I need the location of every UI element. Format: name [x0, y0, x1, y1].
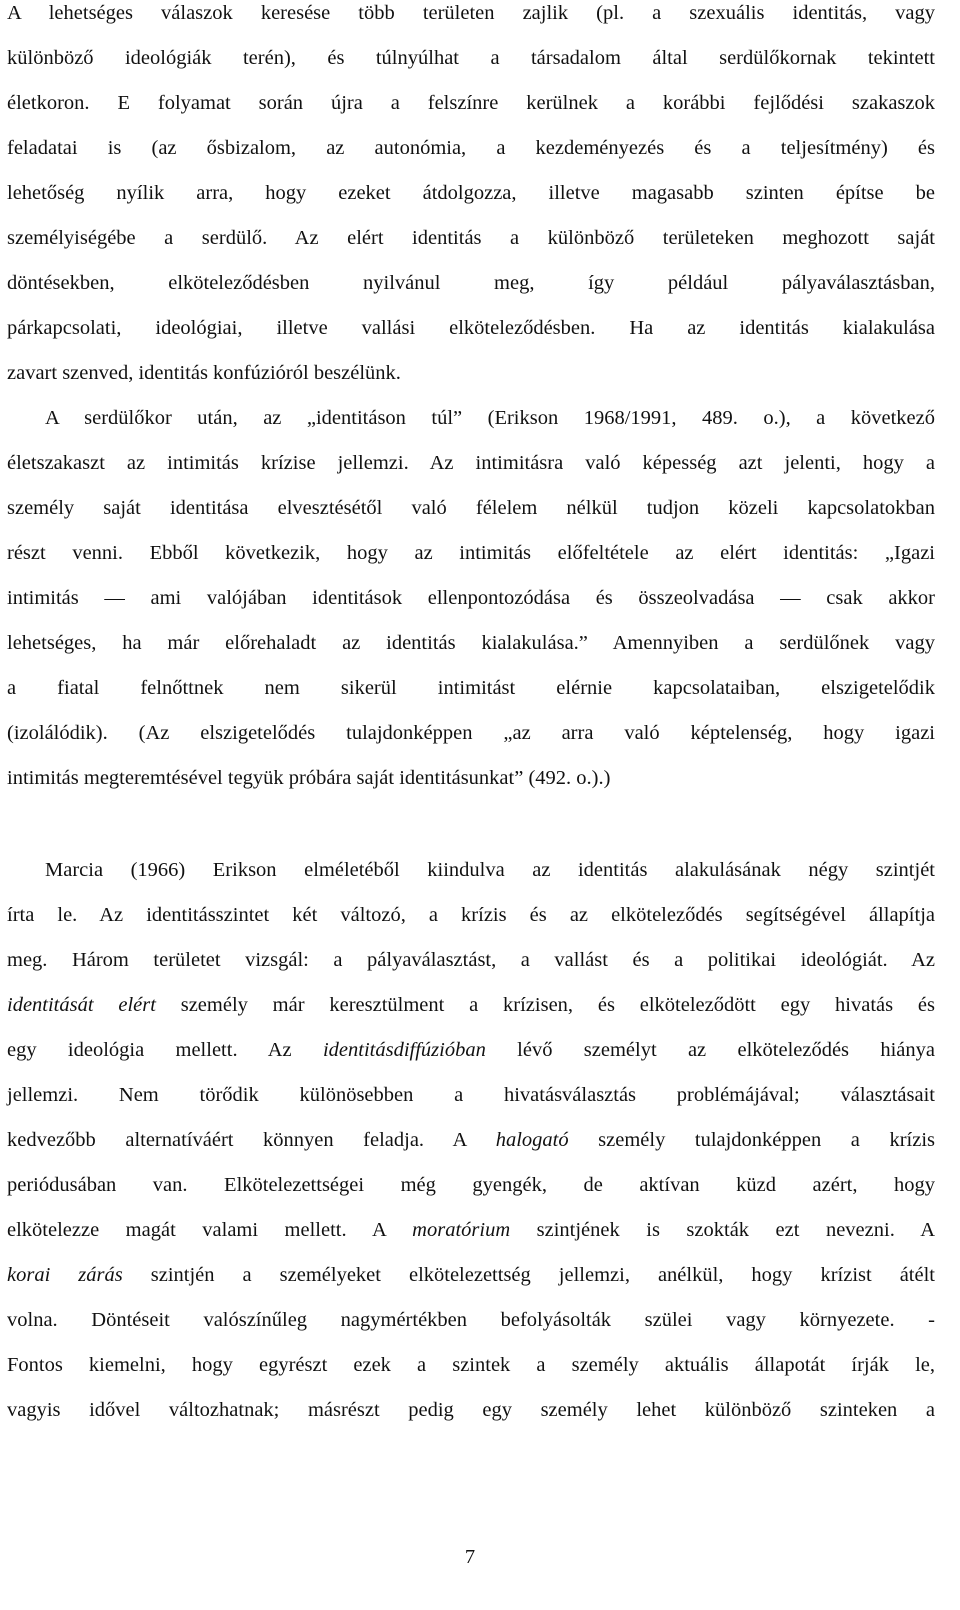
text-span: szintjén a személyeket elkötelezettség jellemzi, anélkül, hogy krízist átélt	[122, 1264, 935, 1286]
text-line: személy saját identitása elvesztésétől való félelem nélkül tudjon közeli kapcsolatokban	[7, 497, 935, 519]
text-line: (izolálódik). (Az elszigetelődés tulajdonképpen „az arra való képtelenség, hogy igazi	[7, 722, 935, 744]
text-line: döntésekben, elköteleződésben nyilvánul meg, így például pályaválasztásban,	[7, 272, 935, 294]
text-line	[7, 1216, 935, 1244]
page-number: 7	[464, 1546, 476, 1568]
italic-term: halogató	[495, 1129, 569, 1151]
text-span: szintjének is szokták ezt nevezni. A	[510, 1219, 935, 1241]
text-line: életkoron. E folyamat során újra a felszínre kerülnek a korábbi fejlődési szakaszok	[7, 92, 935, 114]
text-line	[7, 1036, 935, 1064]
text-span: kedvezőbb alternatíváért könnyen feladja. A	[7, 1129, 496, 1151]
text-line: a fiatal felnőttnek nem sikerül intimitást elérnie kapcsolataiban, elszigetelődik	[7, 677, 935, 699]
text-line: jellemzi. Nem törődik különösebben a hivatásválasztás problémájával; választásait	[7, 1084, 935, 1106]
text-line: volna. Döntéseit valószínűleg nagymértékben befolyásolták szülei vagy környezete. -	[7, 1309, 935, 1331]
text-line	[7, 991, 935, 1019]
text-line: lehetséges, ha már előrehaladt az identitás kialakulása.” Amennyiben a serdülőnek vagy	[7, 632, 935, 654]
italic-term: identitásdiffúzióban	[322, 1039, 486, 1061]
text-line: részt venni. Ebből következik, hogy az intimitás előfeltétele az elért identitás: „Igazi	[7, 542, 935, 564]
text-line	[7, 1261, 935, 1289]
text-span: személy tulajdonképpen a krízis	[568, 1129, 935, 1151]
text-line: zavart szenved, identitás konfúzióról beszélünk.	[7, 362, 401, 384]
italic-term: moratórium	[412, 1219, 511, 1241]
text-line: életszakaszt az intimitás krízise jellemzi. Az intimitásra való képesség azt jelenti, hogy a	[7, 452, 935, 474]
text-line: személyiségébe a serdülő. Az elért identitás a különböző területeken meghozott saját	[7, 227, 935, 249]
text-line: intimitás megteremtésével tegyük próbára saját identitásunkat” (492. o.).)	[7, 767, 611, 789]
text-line: párkapcsolati, ideológiai, illetve vallási elköteleződésben. Ha az identitás kialakulása	[7, 317, 935, 339]
text-line: Fontos kiemelni, hogy egyrészt ezek a szintek a személy aktuális állapotát írják le,	[7, 1354, 935, 1376]
text-line: intimitás ― ami valójában identitások ellenpontozódása és összeolvadása ― csak akkor	[7, 587, 935, 609]
text-line: lehetőség nyílik arra, hogy ezeket átdolgozza, illetve magasabb szinten építse be	[7, 182, 935, 204]
text-span: személy már keresztülment a krízisen, és elköteleződött egy hivatás és	[155, 994, 935, 1016]
text-line: írta le. Az identitásszintet két változó, a krízis és az elköteleződés segítségével állapítja	[7, 904, 935, 926]
text-line: különböző ideológiák terén), és túlnyúlhat a társadalom által serdülőkornak tekintett	[7, 47, 935, 69]
italic-term: identitását elért	[7, 994, 156, 1016]
text-line: vagyis idővel változhatnak; másrészt pedig egy személy lehet különböző szinteken a	[7, 1399, 935, 1421]
text-line: meg. Három területet vizsgál: a pályaválasztást, a vallást és a politikai ideológiát. Az	[7, 949, 935, 971]
text-span: elkötelezze magát valami mellett. A	[7, 1219, 413, 1241]
text-line	[7, 1126, 935, 1154]
text-line: periódusában van. Elkötelezettségei még gyengék, de aktívan küzd azért, hogy	[7, 1174, 935, 1196]
italic-term: korai zárás	[7, 1264, 123, 1286]
text-line: feladatai is (az ősbizalom, az autonómia, a kezdeményezés és a teljesítmény) és	[7, 137, 935, 159]
text-span: lévő személyt az elköteleződés hiánya	[485, 1039, 935, 1061]
text-line: A lehetséges válaszok keresése több területen zajlik (pl. a szexuális identitás, vagy	[7, 2, 935, 24]
text-line: Marcia (1966) Erikson elméletéből kiindulva az identitás alakulásának négy szintjét	[45, 859, 935, 881]
text-line: A serdülőkor után, az „identitáson túl” (Erikson 1968/1991, 489. o.), a következő	[45, 407, 935, 429]
text-span: egy ideológia mellett. Az	[7, 1039, 323, 1061]
